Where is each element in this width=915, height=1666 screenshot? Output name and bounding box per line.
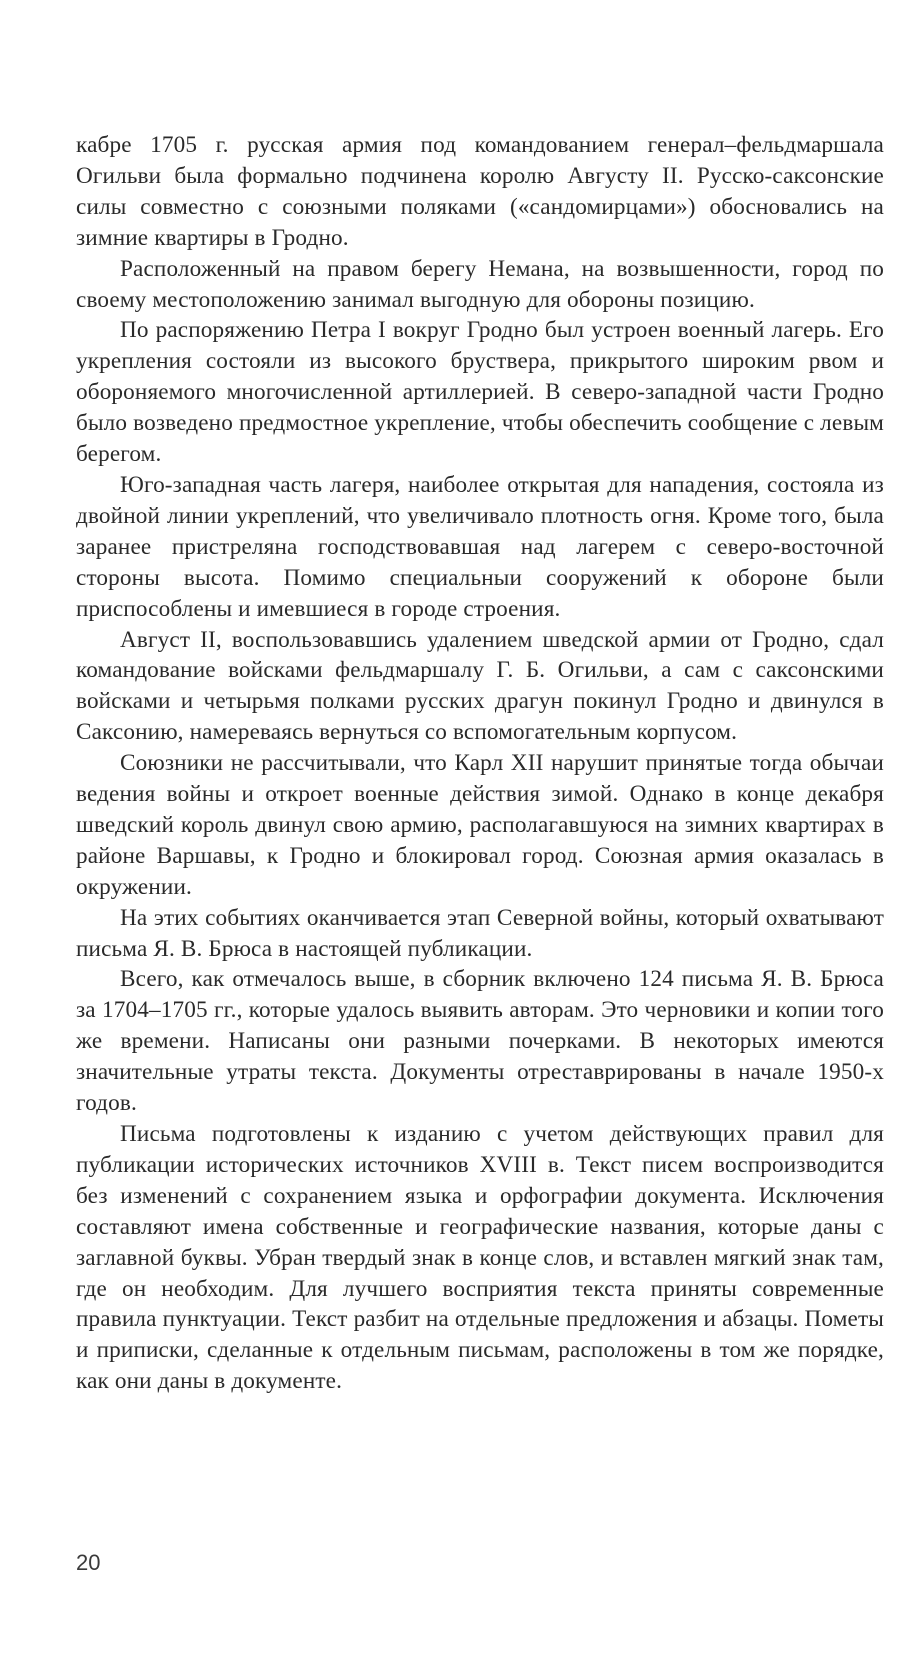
paragraph-southwest-fortifications: Юго-западная часть лагеря, наиболее открытая для нападения, состояла из двойной линии укреплений, что увеличивало плотность огня. Кроме того, была заранее пристреляна господствовавшая над лагерем с северо-восточной стороны высота. Помимо специальныи сооружений к обороне были приспособлены и имевшиеся в городе строения. bbox=[76, 471, 884, 622]
paragraph-grodno-location: Расположенный на правом берегу Немана, на возвышенности, город по своему местоположению занимал выгодную для обороны позицию. bbox=[76, 255, 884, 313]
paragraph-charles-xii-blockade: Союзники не рассчитывали, что Карл XII нарушит принятые тогда обычаи ведения войны и откроет военные действия зимой. Однако в конце декабря шведский король двинул свою армию, располагавшуюся на зимних квартирах в районе Варшавы, к Гродно и блокировал город. Союзная армия оказалась в окружении. bbox=[76, 750, 884, 900]
paragraph-letters-count: Всего, как отмечалось выше, в сборник включено 124 письма Я. В. Брюса за 1704–1705 гг., которые удалось выявить авторам. Это черновики и копии того же времени. Написаны они разными почерками. В некоторых имеются значительные утраты текста. Документы отреставрированы в начале 1950-х годов. bbox=[76, 966, 884, 1117]
paragraph-publication-rules: Письма подготовлены к изданию с учетом действующих правил для публикации исторических источников XVIII в. Текст писем воспроизводится без изменений с сохранением языка и орфографии документа. Исключения составляют имена собственные и географические названия, которые даны с заглавной буквы. Убран твердый знак в конце слов, и вставлен мягкий знак там, где он необходим. Для лучшего восприятия текста приняты современные правила пунктуации. Текст разбит на отдельные предложения и абзацы. Пометы и приписки, сделанные к отдельным письмам, расположены в том же порядке, как они даны в документе. bbox=[76, 1121, 884, 1395]
paragraph-august-departure: Август II, воспользовавшись удалением шведской армии от Гродно, сдал командование войсками фельдмаршалу Г. Б. Огильви, а сам с саксонскими войсками и четырьмя полками русских драгун покинул Гродно и двинулся в Саксонию, намереваясь вернуться со вспомогательным корпусом. bbox=[76, 626, 884, 746]
page-number: 20 bbox=[76, 1550, 101, 1575]
paragraph-military-camp: По распоряжению Петра I вокруг Гродно был устроен военный лагерь. Его укрепления состояли из высокого бруствера, прикрытого широким рвом и обороняемого многочисленной артиллерией. В северо-западной части Гродно было возведено предмостное укрепление, чтобы обеспечить сообщение с левым берегом. bbox=[76, 317, 884, 468]
paragraph-continued: кабре 1705 г. русская армия под командованием генерал–фельдмаршала Огильви была формально подчинена королю Августу II. Русско-саксонские силы совместно с союзными поляками («сандомирцами») обосновались на зимние квартиры в Гродно. bbox=[76, 132, 884, 251]
paragraph-war-stage: На этих событиях оканчивается этап Северной войны, который охватывают письма Я. В. Брюса в настоящей публикации. bbox=[76, 904, 884, 962]
body-text bbox=[76, 130, 884, 1397]
